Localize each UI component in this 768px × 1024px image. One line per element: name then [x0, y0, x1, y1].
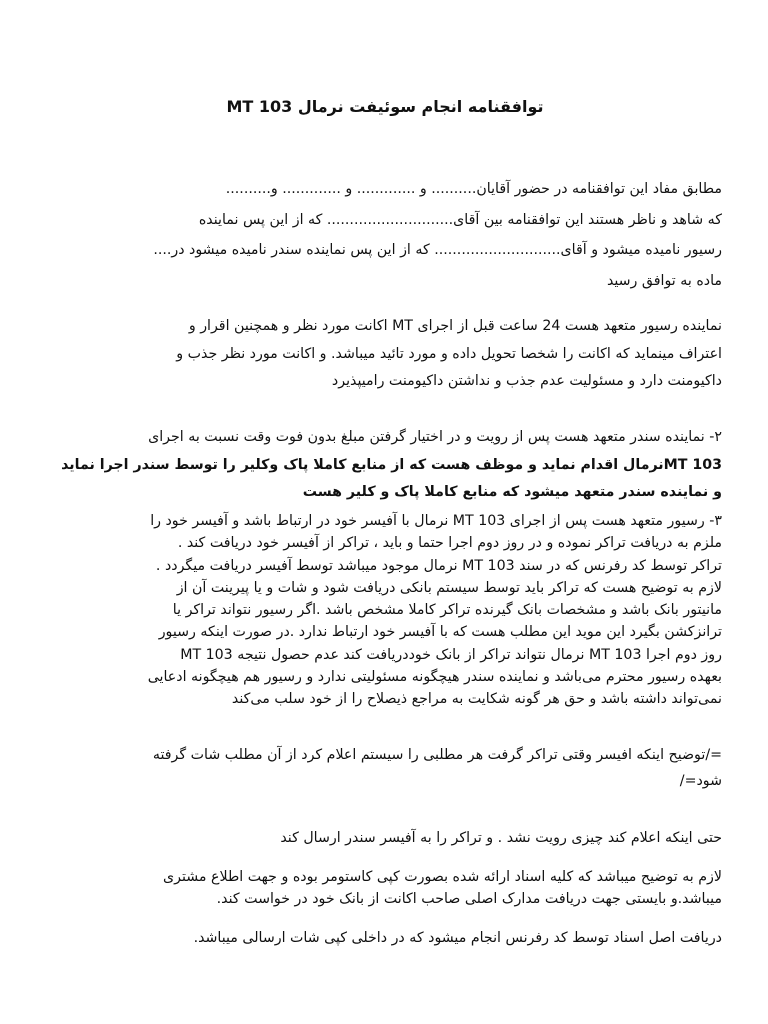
paragraph-intro — [153, 174, 722, 296]
clause-line: MT 103نرمال اقدام نماید و موظف هست که از منابع کاملا پاک وکلیر را توسط سندر اجرا نماید — [61, 456, 722, 473]
intro-line: ماده به توافق رسید — [606, 272, 722, 289]
document-title: توافقنامه انجام سوئیفت نرمال MT 103 — [226, 97, 544, 116]
note-line: =/توضیح اینکه افیسر وقتی تراکر گرفت هر مطلبی را سیستم اعلام کرد از آن مطلب شات گرفته — [152, 747, 722, 763]
paragraph-note — [153, 742, 722, 794]
clause-line: و نماینده سندر متعهد میشود که منابع کاملا پاک و کلیر هست — [302, 484, 722, 500]
paragraph-original-docs — [194, 925, 722, 951]
disclaimer-line: لازم به توضیح میباشد که کلیه اسناد ارائه شده بصورت کپی کاستومر بوده و جهت اطلاع مشتری — [163, 869, 722, 885]
paragraph-copy-disclaimer — [163, 866, 722, 910]
clause-line: ملزم به دریافت تراکر نموده و در روز دوم اجرا حتما و باید ، تراکر از آفیسر خود دریافت کند . — [177, 535, 722, 552]
clause-line: ۲- نماینده سندر متعهد هست پس از رویت و در اختیار گرفتن مبلغ بدون فوت وقت نسبت به اجرای — [148, 429, 722, 445]
clause-line: لازم به توضیح هست که تراکر باید توسط سیستم بانکی دریافت شود و شات و یا پیرینت آن از — [176, 579, 722, 596]
clause-line: ۳- رسیور متعهد هست پس از اجرای MT 103 نرمال با آفیسر خود در ارتباط باشد و آفیسر خود را — [150, 513, 722, 529]
clause-line: بعهده رسیور محترم می‌باشد و نماینده سندر هیچگونه مسئولیتی ندارد و رسیور هم هیچگونه ادعایی — [147, 669, 722, 686]
clause-line: نمی‌تواند داشته باشد و حق هر گونه شکایت به مراجع ذیصلاح را از خود سلب می‌کند — [231, 691, 722, 708]
paragraph-clause-3 — [148, 510, 722, 711]
clause-line: داکیومنت دارد و مسئولیت عدم جذب و نداشتن داکیومنت رامیپذیرد — [331, 373, 722, 389]
intro-line: مطابق مفاد این توافقنامه در حضور آقایان.......... و ............. و ............. و.......... — [225, 181, 722, 197]
clause-line: تراکر توسط کد رفرنس که در سند MT 103 نرمال موجود میباشد توسط آفیسر دریافت میگردد . — [155, 557, 722, 574]
clause-line: اعتراف مینماید که اکانت را شخصا تحویل داده و مورد تائید میباشد. و اکانت مورد نظر جذب و — [176, 345, 722, 362]
paragraph-announce — [280, 825, 722, 851]
clause-line: روز دوم اجرا MT 103 نرمال نتواند تراکر از بانک خوددریافت کند عدم حصول نتیجه MT 103 — [180, 646, 722, 663]
clause-line: مانیتور بانک باشد و مشخصات بانک گیرنده تراکر کاملا مشخص باشد .اگر رسیور نتواند تراکر یا — [172, 602, 722, 619]
note-line: شود=/ — [679, 773, 722, 789]
disclaimer-line: میباشد.و بایستی جهت دریافت مدارک اصلی صاحب اکانت از بانک خود در خواست کند. — [216, 891, 722, 907]
clause-line: ترانزکشن بگیرد این موید این مطلب هست که با آفیسر خود ارتباط ندارد .در صورت اینکه رسیور — [158, 624, 722, 641]
clause-line: نماینده رسیور متعهد هست 24 ساعت قبل از اجرای MT اکانت مورد نظر و همچنین اقرار و — [188, 318, 722, 334]
announce-line: حتی اینکه اعلام کند چیزی رویت نشد . و تراکر را به آفیسر سندر ارسال کند — [280, 830, 722, 846]
intro-line: رسیور نامیده میشود و آقای............................ که از این پس نماینده سندر نامیده میشود در.... — [153, 242, 722, 258]
paragraph-receiver-obligation — [176, 313, 722, 396]
original-docs-line: دریافت اصل اسناد توسط کد رفرنس انجام میشود که در داخلی کپی شات ارسالی میباشد. — [193, 930, 722, 946]
paragraph-clause-2 — [61, 424, 722, 507]
intro-line: که شاهد و ناظر هستند این توافقنامه بین آقای............................ که از این پس نماینده — [198, 211, 722, 228]
